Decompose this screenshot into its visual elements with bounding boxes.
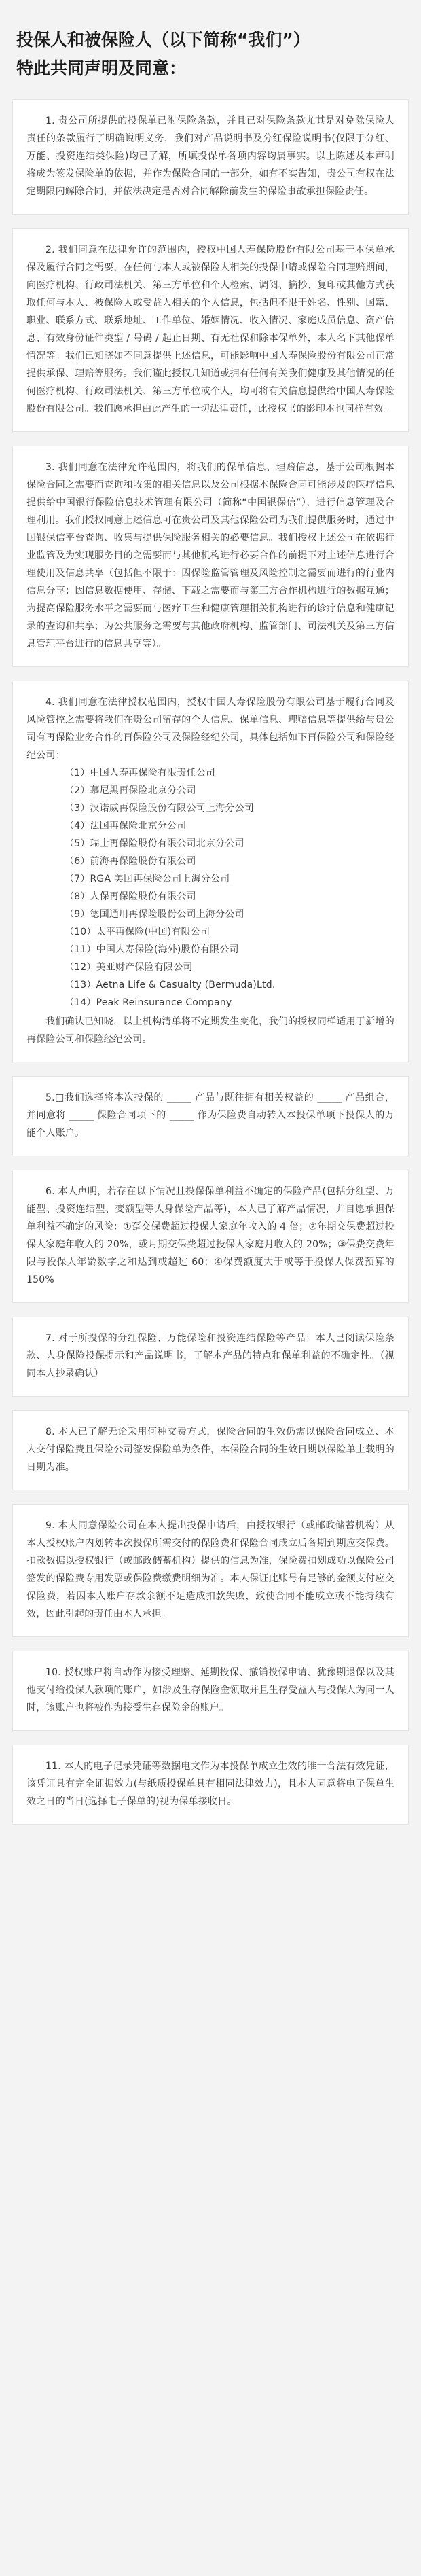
title-line-2: 特此共同声明及同意：	[16, 58, 187, 78]
clause-4	[12, 681, 409, 1062]
clause-9	[12, 1504, 409, 1637]
clause-text: 3. 我们同意在法律允许范围内，将我们的保单信息、理赔信息，基于公司根据本保险合同之需要而查询和收集的相关信息以及公司根据本保险合同可能涉及的医疗信息提供给中国银行保险信息技术管理有限公司（简称“中国银保信”），进行信息管理及合理利用。我们授权同意上述信息可在贵公司及其他保险公司为我们提供服务时，通过中国银保信平台查询、收集与提供保险服务相关的必要信息。我们授权上述公司在依据行业监管及为实现服务目的之需要而与其他机构进行必要合作的前提下对上述信息进行合理使用及信息共享（包括但不限于：因保险监管管理及风险控制之需要而进行的行业内信息分享；因信息数据使用、存储、下载之需要而与第三方合作机构进行的数据互通；为提高保险服务水平之需要而与医疗卫生和健康管理相关机构进行的诊疗信息和健康记录的查询和共享；为公共服务之需要与其他政府机构、监管部门、司法机关及第三方信息管理平台进行的信息共享等）。	[26, 462, 395, 649]
clause-text: 11. 本人的电子记录凭证等数据电文作为本投保单成立生效的唯一合法有效凭证，该凭证具有完全证据效力(与纸质投保单具有相同法律效力)，且本人同意将电子保单生效之日的当日(选择电子保单的)视为保单接收日。	[26, 1761, 395, 1807]
clause-8	[12, 1410, 409, 1490]
company-list-item: （3）汉诺威再保险股份有限公司上海分公司	[65, 803, 254, 814]
company-list-item: （5）瑞士再保险股份有限公司北京分公司	[65, 838, 244, 849]
company-list-item: （11）中国人寿保险(海外)股份有限公司	[65, 944, 239, 955]
company-list-item: （9）德国通用再保险股份公司上海分公司	[65, 909, 244, 920]
company-list-item: （1）中国人寿再保险有限责任公司	[65, 768, 216, 779]
company-list-item: （4）法国再保险北京分公司	[65, 821, 187, 831]
clause-note: 我们确认已知晓，以上机构清单将不定期发生变化，我们的授权同样适用于新增的再保险公司和保险经纪公司。	[26, 1016, 395, 1045]
company-list-item: （6）前海再保险股份有限公司	[65, 856, 196, 867]
clause-text: 9. 本人同意保险公司在本人提出投保申请后，由授权银行（或邮政储蓄机构）从本人授权账户内划转本次投保所需交付的保险费和保险合同成立后各期到期应交保费。扣款数据以授权银行（或邮政储蓄机构）提供的信息为准，保险费扣划成功以保险公司签发的保险费专用发票或保险费缴费明细为准。本人保证此账号有足够的金额支付应交保险费，若因本人账户存款余额不足造成扣款失败，致使合同不能成立或不能持续有效，因此引起的责任由本人承担。	[26, 1520, 395, 1620]
clause-1	[12, 99, 409, 215]
clause-text: 10. 授权账户将自动作为接受理赔、延期投保、撤销投保申请、犹豫期退保以及其他支付给投保人款项的账户，如涉及生存保险金领取并且生存受益人与投保人为同一人时，该账户也将被作为接受生存保险金的账户。	[26, 1667, 395, 1713]
company-list-item: （2）慕尼黑再保险北京分公司	[65, 785, 196, 796]
clause-text: 5.□我们选择将本次投保的 _____ 产品与既往拥有相关权益的 _____ 产品组合，并同意将 _____ 保险合同项下的 _____ 作为保险费自动转入本投保单项下投保人的万能个人账户。	[26, 1092, 395, 1139]
clause-5	[12, 1076, 409, 1156]
company-list-item: （14）Peak Reinsurance Company	[65, 997, 232, 1008]
clause-text: 4. 我们同意在法律授权范围内，授权中国人寿保险股份有限公司基于履行合同及风险管控之需要将我们在贵公司留存的个人信息、保单信息、理赔信息等提供给与贵公司有再保险业务合作的再保险公司及保险经纪公司，具体包括如下再保险公司和保险经纪公司：	[26, 697, 395, 761]
clause-11	[12, 1745, 409, 1825]
company-list-item: （13）Aetna Life & Casualty (Bermuda)Ltd.	[65, 980, 276, 990]
company-list-item: （8）人保再保险股份有限公司	[65, 891, 196, 902]
page-title	[0, 0, 421, 99]
clause-text: 2. 我们同意在法律允许的范围内，授权中国人寿保险股份有限公司基于本保单承保及履行合同之需要，在任何与本人或被保险人相关的投保申请或保险合同理赔期间，向医疗机构、行政司法机关、第三方单位和个人检索、调阅、摘抄、复印或其他方式获取任何与本人、被保险人或受益人相关的个人信息，包括但不限于姓名、性别、国籍、职业、联系方式、联系地址、工作单位、婚姻情况、收入情况、家庭成员信息、资产信息、有效身份证件类型 / 号码 / 起止日期、有无社保和除本保单外，本人名下其他保单情况等。我们已知晓如不同意提供上述信息，可能影响中国人寿保险股份有限公司正常提供承保、理赔等服务。我们谨此授权几知道或拥有任何有关我们健康及其他情况的任何医疗机构、行政司法机关、第三方单位或个人，均可将有关信息提供给中国人寿保险股份有限公司。我们愿承担由此产生的一切法律责任，此授权书的影印本也同样有效。	[26, 245, 395, 414]
clause-2	[12, 228, 409, 432]
company-list-item: （12）美亚财产保险有限公司	[65, 962, 193, 973]
clause-text: 1. 贵公司所提供的投保单已附保险条款，并且已对保险条款尤其是对免除保险人责任的条款履行了明确说明义务，我们对产品说明书及分红保险说明书(仅限于分红、万能、投资连结类保险)均已了解，所填投保单各项内容均属事实。以上陈述及本声明将成为签发保险单的依据，并作为保险合同的一部分，如有不实告知，贵公司有权在法定期限内解除合同，并依法决定是否对合同解除前发生的保险事故承担保险责任。	[26, 115, 395, 197]
title-line-1: 投保人和被保险人（以下简称“我们”）	[16, 30, 310, 50]
clause-text: 6. 本人声明，若存在以下情况且投保保单利益不确定的保险产品(包括分红型、万能型、投资连结型、变额型等人身保险产品等)，本人已了解产品情况，并自愿承担保单利益不确定的风险：①趸交保费超过投保人家庭年收入的 4 倍；②年期交保费超过投保人家庭年收入的 20%，或月期交保费超过投保人家庭月收入的 20%；③保费交费年限与投保人年龄数字之和达到或超过 60；④保费额度大于或等于投保人保费预算的 150%	[26, 1186, 395, 1285]
clause-10	[12, 1651, 409, 1731]
company-list-item: （10）太平再保险(中国)有限公司	[65, 927, 210, 937]
clause-text: 8. 本人已了解无论采用何种交费方式，保险合同的生效仍需以保险合同成立、本人交付保险费且保险公司签发保险单为条件，本保险合同的生效日期以保险单上载明的日期为准。	[26, 1427, 395, 1473]
clause-7	[12, 1317, 409, 1397]
clause-text: 7. 对于所投保的分红保险、万能保险和投资连结保险等产品：本人已阅读保险条款、人身保险投保提示和产品说明书，了解本产品的特点和保单利益的不确定性。（视同本人抄录确认）	[26, 1333, 395, 1379]
company-list-item: （7）RGA 美国再保险公司上海分公司	[65, 874, 230, 884]
clause-6	[12, 1170, 409, 1303]
clause-3	[12, 446, 409, 667]
